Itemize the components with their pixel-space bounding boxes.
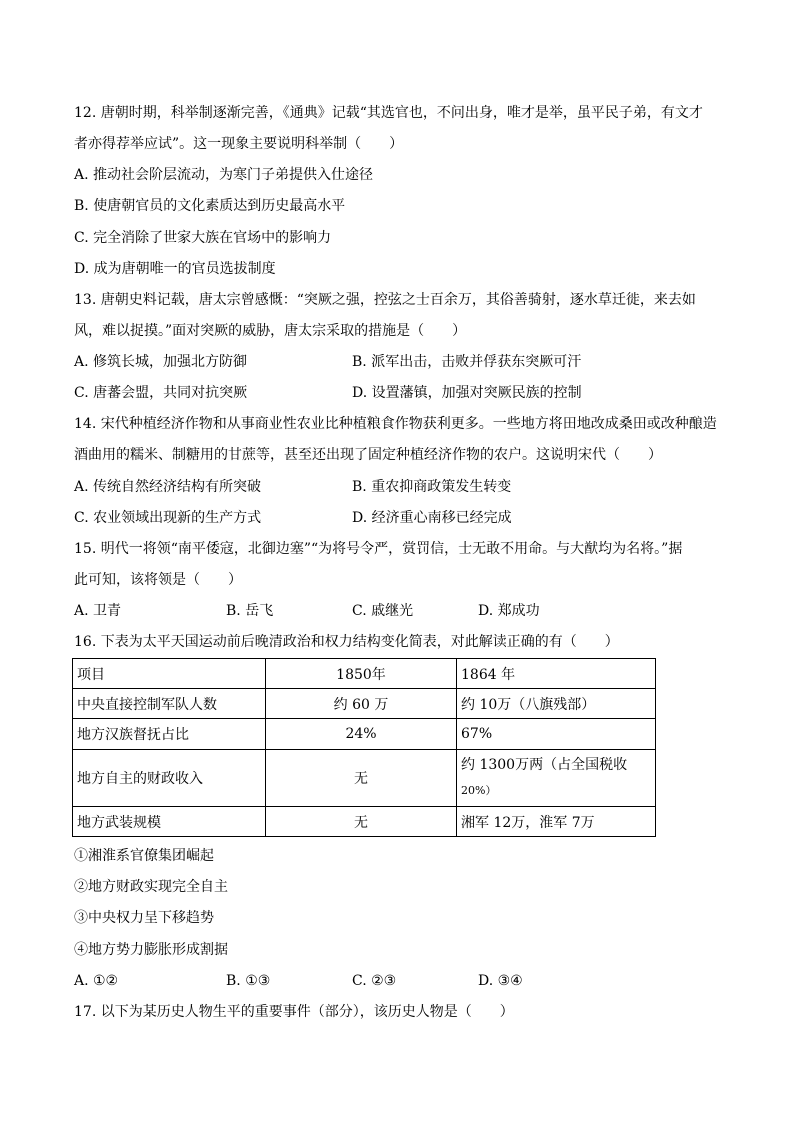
q13-stem-line1: 13. 唐朝史料记载，唐太宗曾感慨：“突厥之强，控弦之士百余万，其俗善骑射，逐水草迁徙，来去如	[74, 292, 696, 308]
q13-stem-line2: 风，难以捉摸。”面对突厥的威胁，唐太宗采取的措施是（ ）	[74, 323, 467, 339]
q14-option-a: A. 传统自然经济结构有所突破	[74, 479, 262, 495]
q14-stem-line1: 14. 宋代种植经济作物和从事商业性农业比种植粮食作物获利更多。一些地方将田地改成桑田或改种酿造	[74, 416, 717, 432]
q16-table	[72, 658, 656, 837]
table-cell-1864: 67%	[457, 719, 656, 750]
q12-option-c: C. 完全消除了世家大族在官场中的影响力	[74, 230, 332, 246]
q17-stem: 17. 以下为某历史人物生平的重要事件（部分），该历史人物是（ ）	[74, 1004, 514, 1020]
q14-option-c: C. 农业领域出现新的生产方式	[74, 510, 262, 526]
q12-stem-line1: 12. 唐朝时期，科举制逐渐完善，《通典》记载“其选官也，不问出身，唯才是举，虽平民子弟，有文才	[74, 105, 703, 121]
q16-option-d: D. ③④	[478, 973, 523, 989]
table-cell-1864-line1: 约 1300万两（占全国税收	[461, 757, 628, 773]
q15-stem-line1: 15. 明代一将领“南平倭寇，北御边塞”“为将号令严，赏罚信，士无敢不用命。与大猷均为名将。”据	[74, 541, 683, 557]
q16-stem: 16. 下表为太平天国运动前后晚清政治和权力结构变化简表，对此解读正确的有（ ）	[74, 634, 619, 650]
table-cell-1850: 无	[266, 807, 457, 837]
table-cell-1864-line2: 20%）	[461, 784, 497, 797]
q14-option-b: B. 重农抑商政策发生转变	[352, 479, 512, 495]
q15-option-d: D. 郑成功	[478, 603, 540, 619]
q12-stem-line2: 者亦得荐举应试”。这一现象主要说明科举制（ ）	[74, 136, 404, 152]
q15-option-c: C. 戚继光	[352, 603, 414, 619]
q16-statement-4: ④地方势力膨胀形成割据	[74, 942, 228, 958]
q16-option-a: A. ①②	[74, 973, 119, 989]
table-cell-item: 中央直接控制军队人数	[73, 689, 266, 719]
table-header-1850: 1850年	[266, 659, 457, 689]
q13-option-d: D. 设置藩镇，加强对突厥民族的控制	[352, 385, 582, 401]
table-cell-1864: 湘军 12万，淮军 7万	[457, 807, 656, 837]
table-cell-item: 地方武装规模	[73, 807, 266, 837]
table-cell-1850: 无	[266, 750, 457, 807]
table-header-item: 项目	[73, 659, 266, 689]
q15-option-a: A. 卫青	[74, 603, 122, 619]
q12-option-b: B. 使唐朝官员的文化素质达到历史最高水平	[74, 198, 346, 214]
q15-option-b: B. 岳飞	[226, 603, 274, 619]
q13-option-c: C. 唐蕃会盟，共同对抗突厥	[74, 385, 248, 401]
q13-option-b: B. 派军出击，击败并俘获东突厥可汗	[352, 354, 582, 370]
table-cell-item: 地方汉族督抚占比	[73, 719, 266, 750]
q12-option-d: D. 成为唐朝唯一的官员选拔制度	[74, 261, 276, 277]
q13-option-a: A. 修筑长城，加强北方防御	[74, 354, 248, 370]
q16-statement-1: ①湘淮系官僚集团崛起	[74, 848, 214, 864]
table-cell-1864: 约 10万（八旗残部）	[457, 689, 656, 719]
q14-stem-line2: 酒曲用的糯米、制糖用的甘蔗等，甚至还出现了固定种植经济作物的农户。这说明宋代（ ）	[74, 447, 662, 463]
table-cell-1850: 约 60 万	[266, 689, 457, 719]
q16-statement-2: ②地方财政实现完全自主	[74, 879, 228, 895]
table-header-row	[73, 659, 656, 689]
table-row	[73, 807, 656, 837]
q12-option-a: A. 推动社会阶层流动，为寒门子弟提供入仕途径	[74, 167, 374, 183]
table-cell-1864	[457, 750, 656, 807]
q16-option-b: B. ①③	[226, 973, 271, 989]
q16-statement-3: ③中央权力呈下移趋势	[74, 910, 214, 926]
q14-option-d: D. 经济重心南移已经完成	[352, 510, 512, 526]
table-row	[73, 750, 656, 807]
table-row	[73, 719, 656, 750]
table-header-1864: 1864 年	[457, 659, 656, 689]
table-cell-item: 地方自主的财政收入	[73, 750, 266, 807]
q16-option-c: C. ②③	[352, 973, 397, 989]
table-cell-1850: 24%	[266, 719, 457, 750]
table-row	[73, 689, 656, 719]
q15-stem-line2: 此可知，该将领是（ ）	[74, 572, 242, 588]
